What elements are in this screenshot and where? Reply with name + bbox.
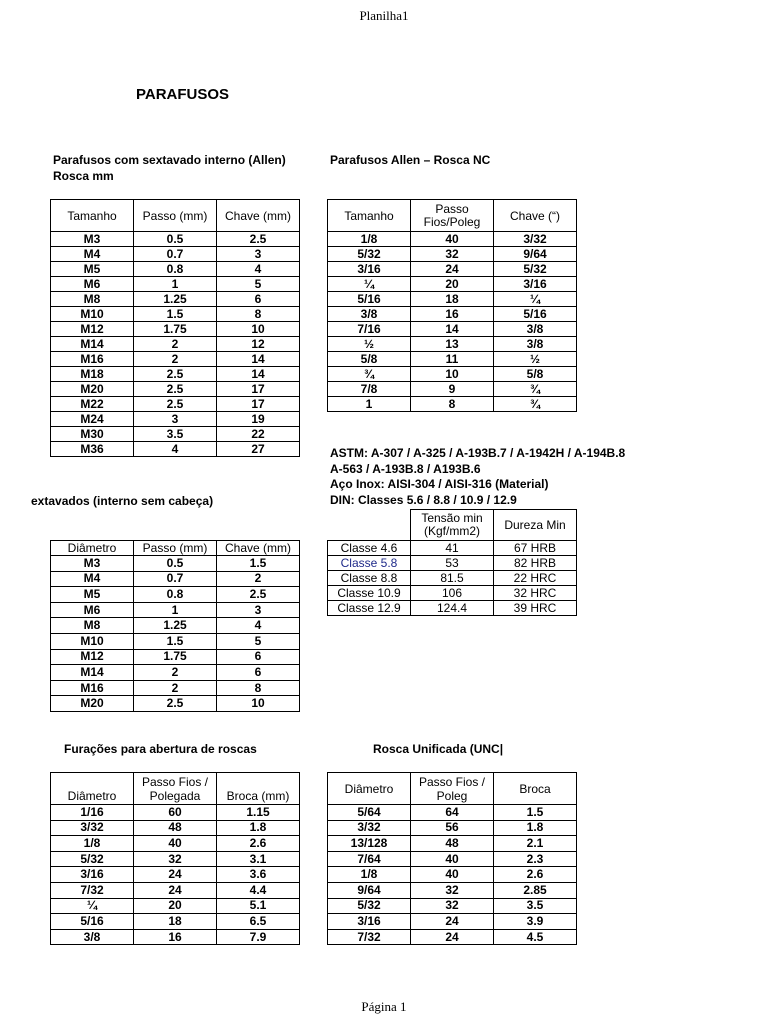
col-header: Chave (mm) [217,200,300,232]
allen-nc-table [327,199,577,412]
table-row [328,929,577,945]
table-row [328,262,577,277]
table-row [51,247,300,262]
table-row [328,586,577,601]
table-cell: 10 [217,696,300,712]
table-cell: 13 [411,337,494,352]
table-header-row [328,200,577,232]
allen-mm-heading [53,152,286,184]
table-cell: M22 [51,397,134,412]
table-cell: 8 [217,680,300,696]
table-cell: ¼ [51,898,134,914]
table-cell: 2.5 [134,367,217,382]
table-cell: 1.5 [494,805,577,821]
table-cell: M4 [51,247,134,262]
table-cell: 22 HRC [494,571,577,586]
col-header: Diâmetro [51,541,134,556]
table-row [328,898,577,914]
table-cell: 0.8 [134,587,217,603]
table-cell: M18 [51,367,134,382]
table-cell: 1/8 [328,232,411,247]
table-cell: M8 [51,618,134,634]
col-header-line: Poleg [436,788,468,803]
table-cell: 19 [217,412,300,427]
allen-mm-heading-line2: Rosca mm [53,169,114,183]
col-header: Tamanho [328,200,411,232]
table-cell: 2.6 [217,836,300,852]
table-cell: 18 [134,914,217,930]
table-cell: 5/16 [51,914,134,930]
table-cell: 10 [411,367,494,382]
table-cell: 0.7 [134,247,217,262]
table-cell: 2 [134,665,217,681]
table-cell: 5/32 [328,898,411,914]
table-row [328,882,577,898]
table-cell: 14 [411,322,494,337]
table-cell: 2.5 [217,232,300,247]
table-row [51,556,300,572]
table-cell: 1/16 [51,805,134,821]
table-cell: M6 [51,602,134,618]
table-cell: 40 [411,867,494,883]
table-row [328,337,577,352]
table-cell: 5/32 [51,851,134,867]
col-header: Passo (mm) [134,200,217,232]
col-header [134,773,217,805]
col-header: Chave (mm) [217,541,300,556]
table-row [51,696,300,712]
table-row [51,867,300,883]
table-cell: 82 HRB [494,556,577,571]
table-cell: 32 [411,247,494,262]
table-cell: M10 [51,307,134,322]
table-cell: M10 [51,633,134,649]
table-cell: 2.5 [134,397,217,412]
table-cell: 4 [134,442,217,457]
table-cell: 6 [217,649,300,665]
table-row [51,618,300,634]
table-cell: 5.1 [217,898,300,914]
table-cell: M16 [51,352,134,367]
table-header-row [328,510,577,541]
table-cell: 2 [134,337,217,352]
col-header-line: Passo [435,201,469,216]
sextavados-table [50,540,300,712]
table-row [328,556,577,571]
table-cell: 7/8 [328,382,411,397]
table-cell: Classe 12.9 [328,601,411,616]
table-row [328,307,577,322]
allen-mm-table-body [51,232,300,457]
table-cell: 2.5 [217,587,300,603]
unc-table [327,772,577,945]
table-cell: 39 HRC [494,601,577,616]
table-row [51,232,300,247]
astm-notes [330,446,625,508]
table-cell: M8 [51,292,134,307]
table-cell: 53 [411,556,494,571]
table-row [51,352,300,367]
table-cell: 3/8 [494,322,577,337]
table-cell: 3/16 [328,262,411,277]
classes-table-body [328,541,577,616]
col-header-line: Passo Fios / [141,774,209,789]
table-row [51,649,300,665]
table-row [51,665,300,681]
col-header-line: Tensão min [421,511,483,525]
table-cell: 32 [134,851,217,867]
table-cell: 1.75 [134,649,217,665]
table-row [328,322,577,337]
table-cell: 3 [217,247,300,262]
page-title: PARAFUSOS [136,86,230,103]
table-cell: ½ [328,337,411,352]
table-cell: 2.85 [494,882,577,898]
astm-line: ASTM: A-307 / A-325 / A-193B.7 / A-1942H / A-194B.8 [330,446,626,460]
table-cell: 7/32 [51,882,134,898]
table-cell: Classe 4.6 [328,541,411,556]
unc-heading: Rosca Unificada (UNC| [373,742,504,756]
table-cell: 2.5 [134,382,217,397]
table-cell: 1.25 [134,618,217,634]
table-cell: 64 [411,805,494,821]
table-cell: 2.5 [134,696,217,712]
table-cell: 9/64 [494,247,577,262]
table-cell: 2 [134,352,217,367]
table-cell: 4 [217,262,300,277]
table-cell: Classe 8.8 [328,571,411,586]
col-header-line: Polegada [149,788,201,803]
classes-table [327,509,577,616]
table-cell: 1 [134,602,217,618]
table-cell: ¼ [328,277,411,292]
table-cell: ¾ [494,382,577,397]
table-cell: 1.5 [134,307,217,322]
table-cell: 3 [134,412,217,427]
table-cell: 8 [411,397,494,412]
table-cell: 24 [411,914,494,930]
table-cell: 60 [134,805,217,821]
col-header: Broca (mm) [217,773,300,805]
table-row [51,262,300,277]
table-row [51,367,300,382]
table-cell: 2.1 [494,836,577,852]
table-cell: 5/32 [328,247,411,262]
table-cell: 20 [411,277,494,292]
col-header-line: (Kgf/mm2) [423,524,480,538]
furacoes-heading: Furações para abertura de roscas [64,742,257,756]
table-cell: M14 [51,665,134,681]
table-cell: 24 [411,929,494,945]
table-cell: 24 [134,867,217,883]
col-header [411,773,494,805]
table-cell: 13/128 [328,836,411,852]
table-cell: 8 [217,307,300,322]
table-row [328,914,577,930]
table-cell: 0.5 [134,232,217,247]
furacoes-table-body [51,805,300,945]
table-row [328,367,577,382]
table-cell: 1.5 [217,556,300,572]
table-cell: 1.25 [134,292,217,307]
table-cell: 3.5 [494,898,577,914]
table-header-row [51,773,300,805]
furacoes-table [50,772,300,945]
table-cell: 17 [217,397,300,412]
table-row [328,571,577,586]
table-cell: 0.7 [134,571,217,587]
col-header-line: Fios/Poleg [423,214,481,229]
table-cell: 40 [411,851,494,867]
table-cell: 3/8 [328,307,411,322]
table-cell: 3/16 [51,867,134,883]
table-cell: ½ [494,352,577,367]
table-row [51,571,300,587]
table-row [328,382,577,397]
table-cell: 20 [134,898,217,914]
table-row [328,836,577,852]
table-cell: 9/64 [328,882,411,898]
table-cell: 22 [217,427,300,442]
table-header-row [51,541,300,556]
col-header: Broca [494,773,577,805]
allen-mm-table [50,199,300,457]
table-cell: M12 [51,322,134,337]
col-header: Diâmetro [51,773,134,805]
table-cell: 1.15 [217,805,300,821]
table-cell: 10 [217,322,300,337]
table-cell: 56 [411,820,494,836]
table-row [51,680,300,696]
table-cell: 7/32 [328,929,411,945]
col-header-line: Passo Fios / [418,774,486,789]
table-row [51,633,300,649]
table-cell: 16 [134,929,217,945]
table-cell: 3.6 [217,867,300,883]
table-cell: 6 [217,665,300,681]
astm-line: Aço Inox: AISI-304 / AISI-316 (Material) [330,477,549,491]
table-cell: 9 [411,382,494,397]
table-row [328,805,577,821]
table-header-row [328,773,577,805]
table-row [51,427,300,442]
table-cell: 17 [217,382,300,397]
table-cell: 67 HRB [494,541,577,556]
table-row [328,232,577,247]
table-row [51,307,300,322]
table-cell: 106 [411,586,494,601]
table-header-row [51,200,300,232]
table-cell: 81.5 [411,571,494,586]
table-cell: 24 [134,882,217,898]
table-cell: 3/16 [494,277,577,292]
table-cell: 3.9 [494,914,577,930]
allen-nc-heading: Parafusos Allen – Rosca NC [330,153,491,167]
table-cell: 14 [217,352,300,367]
table-row [51,914,300,930]
table-cell: 2.3 [494,851,577,867]
table-cell: 3 [217,602,300,618]
table-cell: 1 [134,277,217,292]
table-cell: M20 [51,696,134,712]
table-cell: 16 [411,307,494,322]
page-footer: Página 1 [361,999,407,1014]
table-row [51,292,300,307]
table-row [51,397,300,412]
allen-mm-heading-line1: Parafusos com sextavado interno (Allen) [53,153,286,167]
table-cell: ¾ [494,397,577,412]
table-cell: 7.9 [217,929,300,945]
table-cell: 0.5 [134,556,217,572]
astm-line: A-563 / A-193B.8 / A193B.6 [330,461,481,476]
table-row [51,851,300,867]
table-cell: 5/8 [328,352,411,367]
table-cell: 1/8 [328,867,411,883]
table-cell: 1.8 [217,820,300,836]
table-row [328,601,577,616]
col-header: Chave (“) [494,200,577,232]
table-row [328,541,577,556]
table-cell: 1/8 [51,836,134,852]
table-cell: 2 [134,680,217,696]
table-cell: 3/32 [494,232,577,247]
table-cell: M30 [51,427,134,442]
table-cell: 3.1 [217,851,300,867]
table-cell: 1 [328,397,411,412]
table-cell: 32 [411,898,494,914]
sextavados-table-body [51,556,300,712]
table-cell: 18 [411,292,494,307]
table-cell: M3 [51,232,134,247]
table-cell: 32 HRC [494,586,577,601]
table-cell: 1.75 [134,322,217,337]
table-cell: Classe 10.9 [328,586,411,601]
table-cell: 40 [134,836,217,852]
table-cell: 3/32 [51,820,134,836]
table-row [51,836,300,852]
table-cell: 40 [411,232,494,247]
table-row [51,882,300,898]
table-cell: 5/64 [328,805,411,821]
table-row [51,412,300,427]
table-cell: ¾ [328,367,411,382]
table-row [328,867,577,883]
table-cell: 7/16 [328,322,411,337]
table-cell: M5 [51,587,134,603]
col-header: Dureza Min [494,510,577,541]
table-row [51,337,300,352]
table-cell: M14 [51,337,134,352]
table-row [328,277,577,292]
table-row [328,247,577,262]
table-cell: 48 [134,820,217,836]
table-cell: M12 [51,649,134,665]
table-row [328,820,577,836]
table-row [51,277,300,292]
table-cell: 48 [411,836,494,852]
col-header [411,200,494,232]
table-cell: 2.6 [494,867,577,883]
table-row [51,898,300,914]
table-cell: 5 [217,277,300,292]
table-cell: M3 [51,556,134,572]
page-header: Planilha1 [359,8,409,23]
table-cell: 3/8 [51,929,134,945]
table-cell: 0.8 [134,262,217,277]
table-cell: M5 [51,262,134,277]
table-cell: 6 [217,292,300,307]
table-cell: 24 [411,262,494,277]
table-cell: 27 [217,442,300,457]
table-cell: 5/32 [494,262,577,277]
unc-table-body [328,805,577,945]
table-cell: 14 [217,367,300,382]
table-row [328,292,577,307]
allen-nc-table-body [328,232,577,412]
col-header: Passo (mm) [134,541,217,556]
table-cell: 3/32 [328,820,411,836]
table-cell: 3.5 [134,427,217,442]
table-cell: 4 [217,618,300,634]
table-cell: Classe 5.8 [328,556,411,571]
astm-line: DIN: Classes 5.6 / 8.8 / 10.9 / 12.9 [330,492,517,507]
table-cell: 2 [217,571,300,587]
table-cell: 4.4 [217,882,300,898]
table-cell: 12 [217,337,300,352]
table-cell: 124.4 [411,601,494,616]
table-row [328,352,577,367]
col-header: Tamanho [51,200,134,232]
table-row [51,587,300,603]
table-cell: M4 [51,571,134,587]
table-row [51,929,300,945]
table-cell: 7/64 [328,851,411,867]
table-row [328,851,577,867]
table-row [51,805,300,821]
table-cell: 5/16 [328,292,411,307]
table-row [51,322,300,337]
table-cell: 11 [411,352,494,367]
table-cell: M24 [51,412,134,427]
table-cell: ¼ [494,292,577,307]
col-header: Diâmetro [328,773,411,805]
table-row [51,820,300,836]
table-cell: 4.5 [494,929,577,945]
table-cell: 1.8 [494,820,577,836]
table-cell: 5 [217,633,300,649]
table-cell: 3/8 [494,337,577,352]
table-cell: 3/16 [328,914,411,930]
table-cell: M16 [51,680,134,696]
sextavados-heading: extavados (interno sem cabeça) [31,494,214,508]
table-cell: M36 [51,442,134,457]
table-cell: 6.5 [217,914,300,930]
empty-header-cell [328,510,411,541]
table-cell: 1.5 [134,633,217,649]
table-row [51,382,300,397]
table-row [328,397,577,412]
table-cell: 41 [411,541,494,556]
table-cell: M6 [51,277,134,292]
table-cell: 32 [411,882,494,898]
table-row [51,602,300,618]
table-cell: M20 [51,382,134,397]
table-cell: 5/16 [494,307,577,322]
table-cell: 5/8 [494,367,577,382]
table-row [51,442,300,457]
col-header [411,510,494,541]
